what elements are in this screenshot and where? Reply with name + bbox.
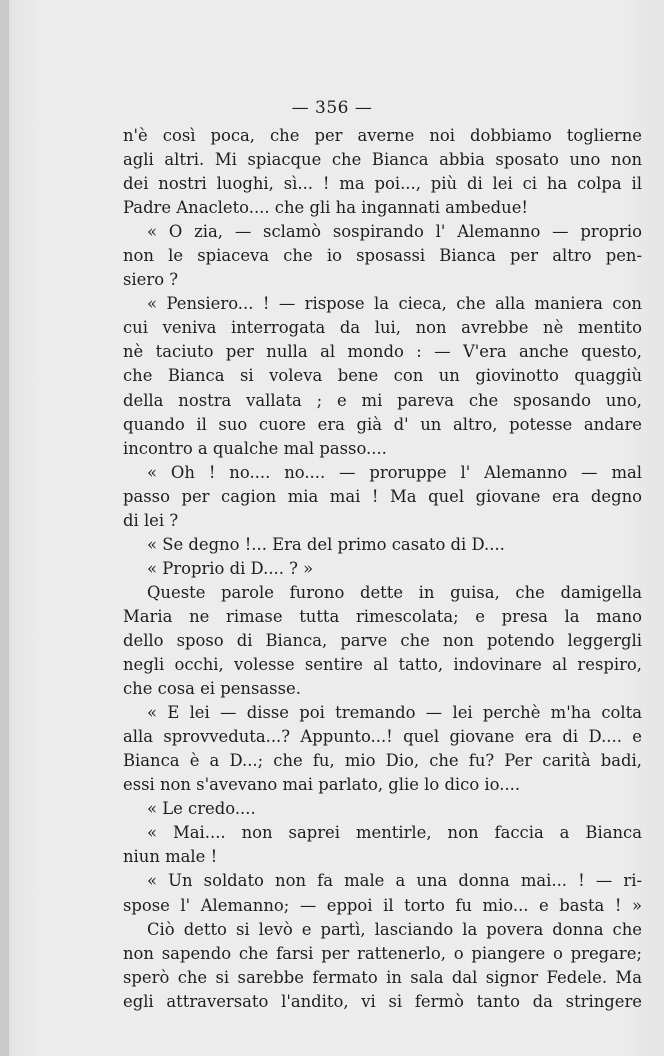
text-line: agli altri. Mi spiacque che Bianca abbia sposato uno non — [123, 150, 642, 170]
page-number: — 356 — — [291, 98, 373, 118]
text-line: sperò che si sarebbe fermato in sala dal signor Fedele. Ma — [123, 967, 642, 987]
text-line: incontro a qualche mal passo.... — [123, 438, 387, 458]
text-line: n'è così poca, che per averne noi dobbiamo toglierne — [123, 126, 642, 145]
text-line: quando il suo cuore era già d' un altro, potesse andare — [123, 414, 642, 434]
text-line: dello sposo di Bianca, parve che non potendo leggergli — [123, 630, 642, 650]
text-line: che Bianca si voleva bene con un giovinotto quaggiù — [123, 366, 642, 386]
text-line: nè taciuto per nulla al mondo : — V'era anche questo, — [123, 342, 642, 362]
text-line: che cosa ei pensasse. — [123, 679, 301, 699]
text-line: negli occhi, volesse sentire al tatto, indovinare al respiro, — [123, 655, 642, 675]
text-line: Maria ne rimase tutta rimescolata; e presa la mano — [123, 606, 642, 626]
text-line: della nostra vallata ; e mi pareva che sposando uno, — [123, 390, 642, 410]
text-line: siero ? — [123, 270, 179, 290]
text-line: egli attraversato l'andito, vi si fermò tanto da stringere — [123, 991, 642, 1011]
text-line: spose l' Alemanno; — eppoi il torto fu mio... e basta ! » — [123, 895, 642, 915]
text-line: non sapendo che farsi per rattenerlo, o piangere o pregare; — [123, 943, 642, 963]
text-line: « Le credo.... — [147, 799, 256, 819]
text-line: « Proprio di D.... ? » — [147, 558, 314, 578]
text-line: alla sprovveduta...? Appunto...! quel giovane era di D.... e — [123, 727, 642, 747]
text-line: « Oh ! no.... no.... — proruppe l' Alemanno — mal — [147, 462, 642, 482]
text-line: « Se degno !... Era del primo casato di D.... — [147, 534, 505, 554]
text-line: « Pensiero... ! — rispose la cieca, che alla maniera con — [147, 294, 642, 314]
text-line: cui veniva interrogata da lui, non avrebbe nè mentito — [123, 318, 642, 338]
text-line: Bianca è a D...; che fu, mio Dio, che fu? Per carità badi, — [123, 751, 642, 771]
text-line: niun male ! — [123, 847, 218, 867]
text-line: Padre Anacleto.... che gli ha ingannati ambedue! — [123, 198, 529, 218]
page-binding-edge — [0, 0, 9, 1056]
text-line: dei nostri luoghi, sì... ! ma poi..., più di lei ci ha colpa il — [123, 174, 642, 194]
text-line: « Mai.... non saprei mentirle, non faccia a Bianca — [147, 823, 642, 843]
text-line: essi non s'avevano mai parlato, glie lo dico io.... — [123, 775, 521, 795]
text-line: « E lei — disse poi tremando — lei perchè m'ha colta — [147, 703, 642, 723]
text-line: passo per cagion mia mai ! Ma quel giovane era degno — [123, 486, 642, 506]
text-line: di lei ? — [123, 510, 179, 530]
text-line: Queste parole furono dette in guisa, che damigella — [147, 582, 642, 602]
text-line: non le spiaceva che io sposassi Bianca per altro pen- — [123, 246, 642, 266]
text-line: « O zia, — sclamò sospirando l' Alemanno — proprio — [147, 222, 642, 242]
body-text — [123, 124, 642, 1014]
text-line: « Un soldato non fa male a una donna mai... ! — ri- — [147, 871, 642, 891]
text-line: Ciò detto si levò e partì, lasciando la povera donna che — [147, 919, 642, 939]
